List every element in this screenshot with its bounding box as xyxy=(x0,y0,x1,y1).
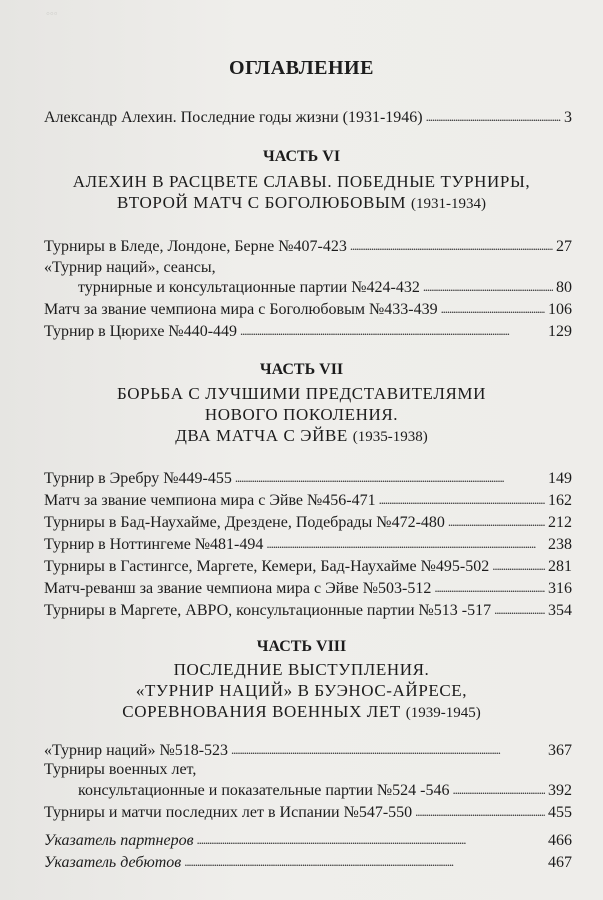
entry-label: «Турнир наций» №518-523 xyxy=(44,742,229,759)
entry-page: 149 xyxy=(548,470,572,487)
entry-page: 106 xyxy=(548,301,572,318)
part-heading-line: «ТУРНИР НАЦИЙ» В БУЭНОС-АЙРЕСЕ, xyxy=(135,681,468,700)
corner-mark: ◦◦◦ xyxy=(46,8,58,20)
leader-dots xyxy=(266,534,545,554)
entry-label: Указатель дебютов xyxy=(44,854,182,871)
toc-entry[interactable] xyxy=(44,801,572,823)
part-label: ЧАСТЬ VII xyxy=(259,361,344,378)
entry-label: Турниры и матчи последних лет в Испании №547-550 xyxy=(44,804,413,821)
entry-label: Турниры в Гастингсе, Маргете, Кемери, Бад-Наухайме №495-502 xyxy=(44,558,490,575)
leader-dots xyxy=(350,236,553,256)
entry-page: 281 xyxy=(548,558,572,575)
toc-entry[interactable] xyxy=(44,599,572,621)
part-heading-line: СОРЕВНОВАНИЯ ВОЕННЫХ ЛЕТ (1939-1945) xyxy=(122,702,481,721)
entry-page: 367 xyxy=(548,742,572,759)
entry-label: Матч за звание чемпиона мира с Боголюбовым №433-439 xyxy=(44,301,438,318)
leader-dots xyxy=(453,780,546,800)
toc-entry[interactable] xyxy=(44,739,572,761)
toc-entry[interactable] xyxy=(44,577,572,599)
page-title: ОГЛАВЛЕНИЕ xyxy=(229,57,374,79)
entry-page: 80 xyxy=(556,279,572,296)
leader-dots xyxy=(231,740,545,760)
toc-entry[interactable] xyxy=(44,320,572,342)
entry-page: 392 xyxy=(548,782,572,799)
leader-dots xyxy=(415,802,545,822)
part-heading-line: ПОСЛЕДНИЕ ВЫСТУПЛЕНИЯ. xyxy=(173,660,430,679)
entry-page: 238 xyxy=(548,536,572,553)
entry-label: Александр Алехин. Последние годы жизни (1931-1946) xyxy=(44,109,423,126)
leader-dots xyxy=(197,830,545,850)
entry-page: 129 xyxy=(548,323,572,340)
part-label: ЧАСТЬ VI xyxy=(262,148,341,165)
entry-page: 3 xyxy=(564,109,572,126)
toc-entry[interactable] xyxy=(44,298,572,320)
part-heading-line: БОРЬБА С ЛУЧШИМИ ПРЕДСТАВИТЕЛЯМИ xyxy=(117,384,486,403)
toc-entry[interactable] xyxy=(44,533,572,555)
leader-dots xyxy=(494,600,545,620)
entry-label: консультационные и показательные партии №524 -546 xyxy=(78,782,450,799)
part-heading-line: ДВА МАТЧА С ЭЙВЕ (1935-1938) xyxy=(175,426,428,445)
entry-label[interactable]: «Турнир наций», сеансы, xyxy=(44,259,216,276)
toc-entry[interactable] xyxy=(44,829,572,851)
toc-entry[interactable] xyxy=(44,235,572,257)
entry-page: 354 xyxy=(548,602,572,619)
entry-label: Матч за звание чемпиона мира с Эйве №456-471 xyxy=(44,492,376,509)
leader-dots xyxy=(441,299,545,319)
entry-label: турнирные и консультационные партии №424-432 xyxy=(78,279,420,296)
toc-entry[interactable] xyxy=(44,851,572,873)
entry-label[interactable]: Турниры военных лет, xyxy=(44,761,197,778)
leader-dots xyxy=(184,852,545,872)
leader-dots xyxy=(379,490,545,510)
entry-page: 27 xyxy=(556,238,572,255)
entry-label: Турниры в Бад-Наухайме, Дрездене, Подебрады №472-480 xyxy=(44,514,445,531)
toc-entry[interactable] xyxy=(78,779,572,801)
entry-label: Указатель партнеров xyxy=(44,832,194,849)
toc-entry[interactable] xyxy=(44,555,572,577)
entry-page: 316 xyxy=(548,580,572,597)
part-heading-line: ВТОРОЙ МАТЧ С БОГОЛЮБОВЫМ (1931-1934) xyxy=(116,193,486,212)
entry-label: Матч-реванш за звание чемпиона мира с Эйве №503-512 xyxy=(44,580,432,597)
part-heading-line: АЛЕХИН В РАСЦВЕТЕ СЛАВЫ. ПОБЕДНЫЕ ТУРНИРЫ, xyxy=(72,172,531,191)
toc-entry[interactable] xyxy=(78,276,572,298)
toc-entry[interactable] xyxy=(44,489,572,511)
leader-dots xyxy=(240,321,545,341)
toc-entry[interactable] xyxy=(44,106,572,128)
part-heading-line: НОВОГО ПОКОЛЕНИЯ. xyxy=(204,405,399,424)
entry-label: Турниры в Бледе, Лондоне, Берне №407-423 xyxy=(44,238,347,255)
entry-page: 212 xyxy=(548,514,572,531)
leader-dots xyxy=(448,512,545,532)
entry-page: 162 xyxy=(548,492,572,509)
entry-label: Турнир в Ноттингеме №481-494 xyxy=(44,536,264,553)
entry-page: 467 xyxy=(548,854,572,871)
entry-label: Турниры в Маргете, АВРО, консультационные партии №513 -517 xyxy=(44,602,492,619)
leader-dots xyxy=(235,468,545,488)
leader-dots xyxy=(423,277,553,297)
leader-dots xyxy=(426,107,561,127)
entry-page: 466 xyxy=(548,832,572,849)
leader-dots xyxy=(434,578,545,598)
toc-entry[interactable] xyxy=(44,511,572,533)
leader-dots xyxy=(492,556,545,576)
entry-label: Турнир в Эребру №449-455 xyxy=(44,470,232,487)
entry-page: 455 xyxy=(548,804,572,821)
toc-entry[interactable] xyxy=(44,467,572,489)
part-label: ЧАСТЬ VIII xyxy=(256,638,347,655)
entry-label: Турнир в Цюрихе №440-449 xyxy=(44,323,238,340)
